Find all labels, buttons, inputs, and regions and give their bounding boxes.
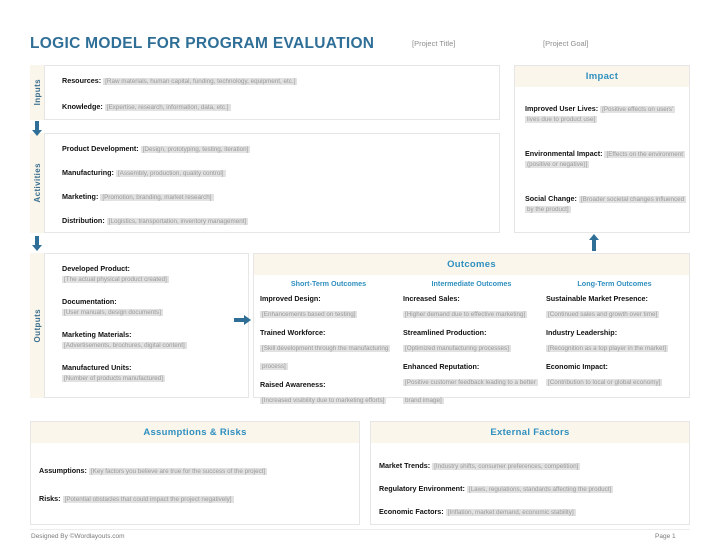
rail-activities bbox=[30, 133, 44, 233]
item-placeholder[interactable]: [Higher demand due to effective marketing] bbox=[405, 311, 526, 318]
item-label: Streamlined Production: bbox=[403, 328, 487, 337]
outputs-row bbox=[62, 297, 237, 317]
footer-credit: Designed By ©Wordlayouts.com bbox=[31, 533, 125, 540]
item-label: Industry Leadership: bbox=[546, 328, 618, 337]
activities-row bbox=[62, 168, 226, 178]
outputs-row bbox=[62, 363, 237, 383]
item-label: Raised Awareness: bbox=[260, 380, 326, 389]
impact-panel bbox=[514, 65, 690, 233]
row-placeholder[interactable]: [Raw materials, human capital, funding, technology, equipment, etc.] bbox=[105, 78, 296, 85]
arrow-right-icon-outputs-to-outcomes bbox=[234, 318, 244, 322]
outcome-item bbox=[260, 380, 397, 407]
column-heading: Short-Term Outcomes bbox=[290, 279, 367, 288]
row-label: Risks: bbox=[39, 494, 61, 503]
rail-label-inputs: Inputs bbox=[32, 79, 42, 106]
row-placeholder[interactable]: [Inflation, market demand, economic stability] bbox=[447, 509, 574, 516]
outcome-item bbox=[403, 328, 540, 355]
arrow-up-icon-outcomes-to-impact bbox=[592, 240, 596, 251]
row-label: Regulatory Environment: bbox=[379, 484, 465, 493]
outputs-panel bbox=[44, 253, 249, 398]
item-placeholder[interactable]: [Skill development through the manufacturing process] bbox=[262, 345, 389, 370]
row-placeholder[interactable]: [Broader societal changes influenced by the product] bbox=[527, 196, 685, 213]
impact-row bbox=[525, 194, 685, 214]
assumptions-risks-panel bbox=[30, 421, 360, 525]
item-label: Trained Workforce: bbox=[260, 328, 326, 337]
rail-inputs bbox=[30, 65, 44, 120]
row-label: Distribution: bbox=[62, 216, 105, 225]
row-label: Improved User Lives: bbox=[525, 104, 599, 113]
column-heading: Long-Term Outcomes bbox=[577, 279, 652, 288]
item-label: Economic Impact: bbox=[546, 362, 608, 371]
row-placeholder[interactable]: [The actual physical product created] bbox=[64, 276, 167, 283]
inputs-panel bbox=[44, 65, 500, 120]
outcomes-column-long-term bbox=[546, 279, 683, 414]
row-placeholder[interactable]: [Logistics, transportation, inventory management] bbox=[108, 218, 247, 225]
item-placeholder[interactable]: [Optimized manufacturing processes] bbox=[405, 345, 509, 352]
item-placeholder[interactable]: [Contribution to local or global economy] bbox=[548, 379, 661, 386]
row-label: Manufacturing: bbox=[62, 168, 114, 177]
row-label: Documentation: bbox=[62, 297, 117, 306]
project-title-slot[interactable]: [Project Title] bbox=[412, 39, 456, 48]
outcome-item bbox=[546, 328, 683, 355]
row-label: Assumptions: bbox=[39, 466, 87, 475]
outcome-item bbox=[546, 294, 683, 321]
row-placeholder[interactable]: [User manuals, design documents] bbox=[64, 309, 161, 316]
risks-row bbox=[39, 494, 351, 504]
item-placeholder[interactable]: [Positive customer feedback leading to a better brand image] bbox=[405, 379, 536, 404]
row-placeholder[interactable]: [Potential obstacles that could impact the project negatively] bbox=[64, 496, 232, 503]
row-placeholder[interactable]: [Design, prototyping, testing, iteration] bbox=[142, 146, 249, 153]
item-label: Increased Sales: bbox=[403, 294, 460, 303]
row-label: Market Trends: bbox=[379, 461, 431, 470]
row-label: Resources: bbox=[62, 76, 102, 85]
rail-label-outputs: Outputs bbox=[32, 308, 42, 343]
row-label: Manufactured Units: bbox=[62, 363, 132, 372]
activities-row bbox=[62, 216, 248, 226]
outcome-item bbox=[260, 294, 397, 321]
row-placeholder[interactable]: [Laws, regulations, standards affecting the product] bbox=[468, 486, 612, 493]
market-trends-row bbox=[379, 461, 681, 471]
outcome-item bbox=[260, 328, 397, 373]
activities-row bbox=[62, 192, 214, 202]
economic-factors-row bbox=[379, 507, 681, 517]
assumptions-row bbox=[39, 466, 351, 476]
outcomes-column-intermediate bbox=[403, 279, 540, 414]
page-title: LOGIC MODEL FOR PROGRAM EVALUATION bbox=[30, 35, 375, 52]
row-label: Knowledge: bbox=[62, 102, 103, 111]
inputs-row bbox=[62, 102, 231, 112]
item-placeholder[interactable]: [Enhancements based on testing] bbox=[262, 311, 356, 318]
footer-divider bbox=[30, 529, 690, 530]
rail-label-activities: Activities bbox=[32, 163, 42, 203]
project-goal-slot[interactable]: [Project Goal] bbox=[543, 39, 589, 48]
item-placeholder[interactable]: [Recognition as a top player in the market] bbox=[548, 345, 666, 352]
row-label: Product Development: bbox=[62, 144, 139, 153]
row-label: Environmental Impact: bbox=[525, 149, 603, 158]
row-label: Marketing: bbox=[62, 192, 99, 201]
outputs-row bbox=[62, 264, 237, 284]
row-placeholder[interactable]: [Expertise, research, information, data, etc.] bbox=[106, 104, 229, 111]
row-label: Social Change: bbox=[525, 194, 577, 203]
row-placeholder[interactable]: [Assembly, production, quality control] bbox=[117, 170, 224, 177]
footer-page-number: Page 1 bbox=[655, 533, 676, 540]
outcomes-column-short-term bbox=[260, 279, 397, 414]
arrow-down-icon-inputs-to-activities bbox=[35, 121, 39, 131]
impact-row bbox=[525, 104, 685, 124]
row-placeholder[interactable]: [Key factors you believe are true for the success of the project] bbox=[90, 468, 266, 475]
row-label: Marketing Materials: bbox=[62, 330, 132, 339]
regulatory-environment-row bbox=[379, 484, 681, 494]
item-label: Sustainable Market Presence: bbox=[546, 294, 648, 303]
outcomes-panel bbox=[253, 253, 690, 404]
outputs-row bbox=[62, 330, 237, 350]
rail-outputs bbox=[30, 253, 44, 398]
row-placeholder[interactable]: [Promotion, branding, market research] bbox=[102, 194, 212, 201]
row-placeholder[interactable]: [Industry shifts, consumer preferences, competition] bbox=[434, 463, 579, 470]
item-label: Enhanced Reputation: bbox=[403, 362, 480, 371]
assumptions-risks-band-title: Assumptions & Risks bbox=[31, 422, 359, 443]
item-placeholder[interactable]: [Increased visibility due to marketing efforts] bbox=[262, 397, 385, 404]
item-placeholder[interactable]: [Continued sales and growth over time] bbox=[548, 311, 658, 318]
arrow-down-icon-activities-to-outputs bbox=[35, 236, 39, 246]
activities-row bbox=[62, 144, 250, 154]
activities-panel bbox=[44, 133, 500, 233]
inputs-row bbox=[62, 76, 297, 86]
outcome-item bbox=[403, 362, 540, 407]
outcome-item bbox=[403, 294, 540, 321]
external-factors-band-title: External Factors bbox=[371, 422, 689, 443]
row-label: Developed Product: bbox=[62, 264, 130, 273]
row-label: Economic Factors: bbox=[379, 507, 444, 516]
row-placeholder[interactable]: [Number of products manufactured] bbox=[64, 375, 164, 382]
outcome-item bbox=[546, 362, 683, 389]
page-header bbox=[30, 30, 690, 58]
external-factors-panel bbox=[370, 421, 690, 525]
impact-band-title: Impact bbox=[515, 66, 689, 87]
column-heading: Intermediate Outcomes bbox=[431, 279, 512, 288]
row-placeholder[interactable]: [Effects on the environment (positive or negative)] bbox=[527, 151, 684, 168]
impact-row bbox=[525, 149, 685, 169]
row-placeholder[interactable]: [Positive effects on users' lives due to product use] bbox=[527, 106, 674, 123]
item-label: Improved Design: bbox=[260, 294, 321, 303]
row-placeholder[interactable]: [Advertisements, brochures, digital content] bbox=[64, 342, 185, 349]
outcomes-band-title: Outcomes bbox=[254, 254, 689, 275]
